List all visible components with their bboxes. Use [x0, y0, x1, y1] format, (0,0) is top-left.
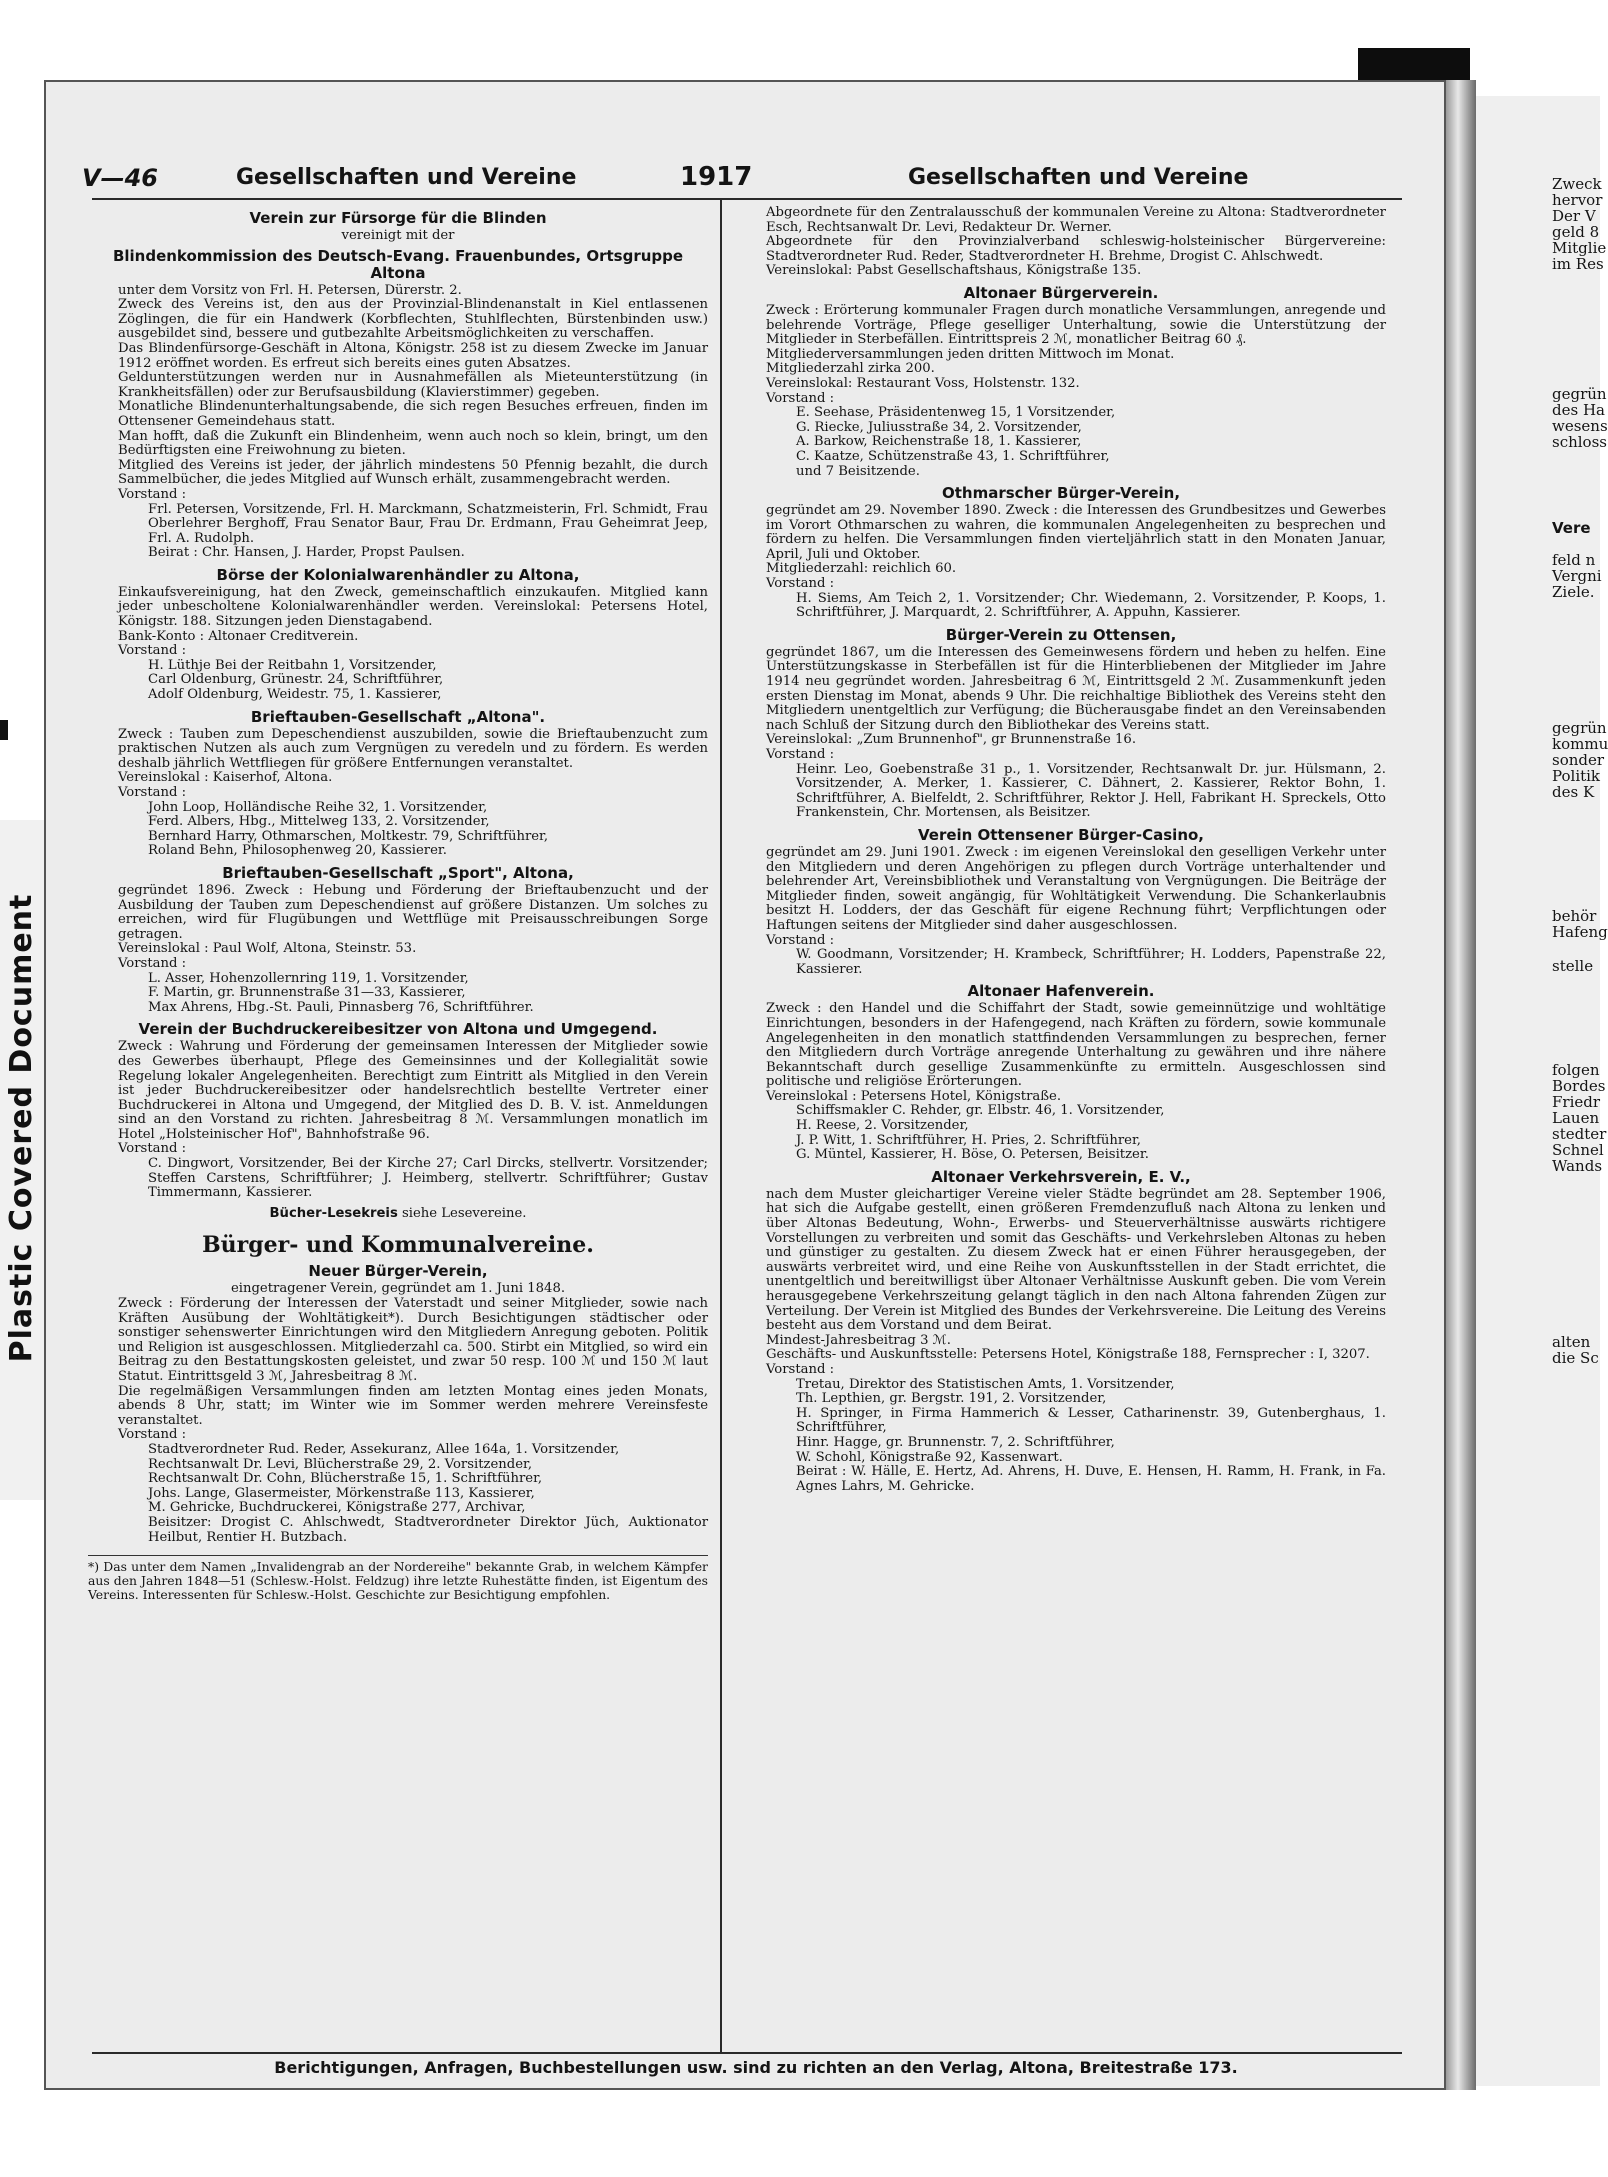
margin-mark	[0, 720, 8, 740]
club-text: Das Blindenfürsorge-Geschäft in Altona, Königstr. 258 ist zu diesem Zwecke im Januar 1912 eröffnet worden. Es erfreut sich bereits eines guten Absatzes.	[118, 340, 708, 371]
club-entry	[736, 206, 1386, 279]
next-page-fragment: Vergni	[1552, 567, 1602, 585]
club-text: Zweck : Wahrung und Förderung der gemeinsamen Interessen der Mitglieder sowie des Gewerbes überhaupt, Pflege des Gemeinsinnes und der Kollegialität sowie Regelung lokaler Angelegenheiten. Berechtigt zum Eintritt als Mitglied in den Verein ist jeder Buchdruckereibesitzer oder handelsrechtlich bestellte Vertreter einer Buchdruckerei in Altona und Umgegend, der Mitglied des D. B. V. ist. Anmeldungen sind an den Vorstand zu richten. Jahresbeitrag 8 ℳ. Versammlungen monatlich im Hotel „Holsteinischer Hof", Bahnhofstraße 96.	[118, 1039, 708, 1142]
club-text: Die regelmäßigen Versammlungen finden am letzten Montag eines jeden Monats, abends 8 Uhr, statt; im Winter wie im Sommer werden mehrere Vereinsfeste veranstaltet.	[118, 1383, 708, 1428]
next-page-fragment: Lauen	[1552, 1109, 1600, 1127]
next-page-edge	[1476, 96, 1608, 2086]
club-title: Altonaer Hafenverein.	[967, 982, 1155, 1001]
club-text: Mitgliederversammlungen jeden dritten Mittwoch im Monat.	[766, 346, 1175, 362]
board-line: Vorstand :	[766, 747, 835, 762]
section-heading: Bürger- und Kommunalvereine.	[202, 1232, 594, 1259]
left-column	[88, 206, 708, 1608]
club-title: Neuer Bürger-Verein,	[308, 1262, 488, 1281]
board-line: E. Seehase, Präsidentenweg 15, 1 Vorsitzender,	[796, 405, 1116, 421]
club-title: Börse der Kolonialwarenhändler zu Altona,	[216, 565, 580, 584]
next-page-fragment: wesens	[1552, 417, 1608, 435]
next-page-fragment: stelle	[1552, 957, 1594, 975]
next-page-fragment: hervor	[1552, 191, 1603, 209]
board-line: C. Dingwort, Vorsitzender, Bei der Kirche 27; Carl Dircks, stellvertr. Vorsitzender; Steffen Carstens, Schriftführer; J. Heimberg, stellvertr. Schriftführer; Gustav Timmermann, Kassierer.	[148, 1156, 708, 1201]
next-page-fragment: Wands	[1552, 1157, 1603, 1175]
club-text: Einkaufsvereinigung, hat den Zweck, gemeinschaftlich einzukaufen. Mitglied kann jeder unbescholtene Kolonialwarenhändler werden. Vereinslokal: Petersens Hotel, Königstr. 188. Sitzungen jeden Dienstagabend.	[118, 584, 708, 630]
next-page-fragment: Friedr	[1552, 1093, 1601, 1111]
board-line: Vorstand :	[118, 643, 187, 659]
club-entry	[88, 709, 708, 859]
next-page-fragment: geld 8	[1552, 223, 1600, 241]
club-title: Brieftauben-Gesellschaft „Altona".	[250, 707, 546, 726]
next-page-fragment: gegrün	[1552, 719, 1607, 737]
cross-reference	[88, 1207, 708, 1222]
club-text: Zweck : den Handel und die Schiffahrt der Stadt, sowie gemeinnützige und wohltätige Einrichtungen, besonders in der Hafengegend, nach Kräften zu fördern, sowie kommunale Angelegenheiten in den monatlich stattfindenden Versammlungen zu besprechen, ferner den Mitgliedern durch Vorträge anregende Unterhaltung zu gewähren und ihre nähere Bekanntschaft durch gesellige Zusammenkünfte zu ermitteln. Ausgeschlossen sind politische und religiöse Erörterungen.	[766, 1001, 1386, 1090]
club-entry	[736, 285, 1386, 479]
next-page-fragment: sonder	[1552, 751, 1605, 769]
board-line: Johs. Lange, Glasermeister, Mörkenstraße 113, Kassierer,	[148, 1485, 535, 1501]
club-text: Mitgliederzahl zirka 200.	[766, 361, 935, 377]
next-page-fragment: Vere	[1552, 519, 1591, 537]
board-line: W. Goodmann, Vorsitzender; H. Krambeck, Schriftführer; H. Lodders, Papenstraße 22, Kassierer.	[796, 947, 1386, 977]
club-text: Zweck : Förderung der Interessen der Vaterstadt und seiner Mitglieder, sowie nach Kräften Ausübung der Wohltätigkeit*). Durch Besichtigungen städtischer oder sonstiger sehenswerter Einrichtungen wird den Mitgliedern Anregung geboten. Politik und Religion ist ausgeschlossen. Mitgliederzahl ca. 500. Stirbt ein Mitglied, so wird ein Beitrag zu den Bestattungskosten geleistet, und zwar 50 resp. 100 ℳ und 150 ℳ laut Statut. Eintrittsgeld 3 ℳ, Jahresbeitrag 8 ℳ.	[118, 1296, 708, 1384]
board-line: Hinr. Hagge, gr. Brunnenstr. 7, 2. Schriftführer,	[796, 1434, 1115, 1450]
header-year: 1917	[680, 162, 753, 192]
page-number: V—46	[82, 164, 158, 192]
board-line: Vorstand :	[766, 390, 835, 406]
board-line: Heinr. Leo, Goebenstraße 31 p., 1. Vorsitzender, Rechtsanwalt Dr. jur. Hülsmann, 2. Vorsitzender, A. Merker, 1. Kassierer, C. Dähnert, 2. Kassierer, Rektor Bohn, 1. Schriftführer, A. Bielfeldt, 2. Schriftführer, Rektor J. Hell, Fabrikant H. Spreckels, Otto Frankenstein, Chr. Mortensen, als Beisitzer.	[796, 761, 1386, 821]
board-line: Vorstand :	[118, 486, 187, 502]
next-page-fragment: Der V	[1552, 207, 1596, 225]
club-text: Bank-Konto : Altonaer Creditverein.	[118, 628, 359, 644]
club-text: Mindest-Jahresbeitrag 3 ℳ.	[766, 1332, 951, 1348]
club-title: Altonaer Bürgerverein.	[963, 283, 1159, 302]
club-text: Mitglied des Vereins ist jeder, der jährlich mindestens 50 Pfennig bezahlt, die durch Sammelbücher, die jedes Mitglied auf Wunsch erhält, zusammengebracht werden.	[118, 457, 708, 488]
club-text: Geldunterstützungen werden nur in Ausnahmefällen als Mieteunterstützung (in Krankheitsfällen) oder zur Berufsausbildung (Klavierstimmer) gegeben.	[118, 370, 708, 400]
club-text: Geschäfts- und Auskunftsstelle: Petersens Hotel, Königstraße 188, Fernsprecher : I, 3207.	[766, 1347, 1370, 1363]
club-text: gegründet 1896. Zweck : Hebung und Förderung der Brieftaubenzucht und der Ausbildung der Tauben zum Depeschendienst auf größere Distanzen. Um solches zu erreichen, wird für Flugübungen und Wettflüge mit Preisausschreibungen Sorge getragen.	[118, 882, 708, 942]
club-text: Monatliche Blindenunterhaltungsabende, die sich regen Besuches erfreuen, finden im Ottensener Gemeindehaus statt.	[118, 399, 708, 429]
club-entry	[736, 627, 1386, 821]
column-rule	[720, 200, 722, 2052]
club-text: gegründet 1867, um die Interessen des Gemeinwesens fördern und heben zu helfen. Eine Unterstützungskasse in Sterbefällen ist für die Hinterbliebenen der Mitglieder im Jahre 1914 neu gegründet worden. Jahresbeitrag 6 ℳ, Eintrittsgeld 2 ℳ. Zusammenkunft jeden ersten Dienstag im Monat, abends 9 Uhr. Die reichhaltige Bibliothek des Vereins steht den Mitgliedern unentgeltlich zur Verfügung; die Bücherausgabe findet an den Vereinsabenden nach Schluß der Sitzung durch den Bibliothekar des Vereins statt.	[766, 644, 1386, 733]
board-line: Vorstand :	[766, 932, 835, 948]
club-title: Othmarscher Bürger-Verein,	[941, 484, 1181, 503]
page-gutter	[1446, 80, 1476, 2090]
next-page-fragment: des Ha	[1552, 401, 1605, 419]
header-rule	[92, 198, 1402, 200]
club-text: Mitgliederzahl: reichlich 60.	[766, 561, 957, 577]
board-line: und 7 Beisitzende.	[796, 463, 920, 479]
club-entry	[736, 983, 1386, 1163]
board-line: Rechtsanwalt Dr. Cohn, Blücherstraße 15, 1. Schriftführer,	[148, 1471, 543, 1487]
board-line: C. Kaatze, Schützenstraße 43, 1. Schriftführer,	[796, 448, 1110, 464]
club-title: Verein Ottensener Bürger-Casino,	[917, 825, 1205, 844]
club-title-secondary: Blindenkommission des Deutsch-Evang. Frauenbundes, Ortsgruppe Altona	[112, 246, 684, 282]
club-entry	[88, 865, 708, 1015]
board-line: Beirat : W. Hälle, E. Hertz, Ad. Ahrens, H. Duve, E. Hensen, H. Ramm, H. Frank, in Fa. Agnes Lahrs, M. Gehricke.	[796, 1464, 1386, 1494]
plastic-cover-label: Plastic Covered Document	[4, 893, 39, 1363]
board-line: Vorstand :	[118, 1427, 187, 1443]
club-text: Abgeordnete für den Provinzialverband schleswig-holsteinischer Bürgervereine: Stadtverordneter Rud. Reder, Stadtverordneter H. Brehme, Drogist C. Ahlschwedt.	[766, 234, 1386, 264]
club-entry	[88, 210, 708, 561]
board-line: Carl Oldenburg, Grünestr. 24, Schriftführer,	[148, 672, 444, 688]
board-line: Bernhard Harry, Othmarschen, Moltkestr. 79, Schriftführer,	[148, 828, 549, 844]
club-text: gegründet am 29. Juni 1901. Zweck : im eigenen Vereinslokal den geselligen Verkehr unter den Mitgliedern und deren Angehörigen zu pflegen durch Vorträge unterhaltender und belehrender Art, Vereinsbibliothek und Veranstaltung von Vergnügungen. Die Beiträge der Mitglieder finden, soweit angängig, für Wohltätigkeit Verwendung. Die Schankerlaubnis besitzt H. Lodders, der das Geschäft für eigene Rechnung führt; Verpflichtungen oder Haftungen seitens der Mitglieder sind daher ausgeschlossen.	[766, 844, 1386, 933]
board-line: Stadtverordneter Rud. Reder, Assekuranz, Allee 164a, 1. Vorsitzender,	[148, 1441, 620, 1457]
board-line: Frl. Petersen, Vorsitzende, Frl. H. Marckmann, Schatzmeisterin, Frl. Schmidt, Frau Oberlehrer Berghoff, Frau Senator Baur, Frau Dr. Erdmann, Frau Geheimrat Jeep, Frl. A. Rudolph.	[148, 501, 708, 546]
club-subtitle: eingetragener Verein, gegründet am 1. Juni 1848.	[230, 1281, 566, 1297]
club-text: Zweck : Erörterung kommunaler Fragen durch monatliche Versammlungen, anregende und belehrende Vorträge, Pflege geselliger Unterhaltung, sowie die Unterstützung der Mitglieder in Sterbefällen. Eintrittspreis 2 ℳ, monatlicher Beitrag 60 ₰.	[766, 302, 1386, 348]
board-line: M. Gehricke, Buchdruckerei, Königstraße 277, Archivar,	[148, 1500, 526, 1516]
header-left-title: Gesellschaften und Vereine	[236, 165, 577, 190]
board-line: H. Lüthje Bei der Reitbahn 1, Vorsitzender,	[148, 657, 437, 673]
board-line: Vorstand :	[118, 785, 187, 800]
board-line: Beisitzer: Drogist C. Ahlschwedt, Stadtverordneter Direktor Jüch, Auktionator Heilbut, Rentier H. Butzbach.	[148, 1514, 708, 1545]
header-right-title: Gesellschaften und Vereine	[908, 165, 1249, 190]
club-entry	[88, 1263, 708, 1602]
club-text: Zweck : Tauben zum Depeschendienst auszubilden, sowie die Brieftaubenzucht zum praktischen Nutzen als auch zum Vergnügen zu veredeln und zu fördern. Es werden deshalb jährlich Wettfliegen für größere Entfernungen veranstaltet.	[118, 726, 708, 771]
next-page-fragment: des K	[1552, 783, 1595, 801]
next-page-fragment: Ziele.	[1552, 583, 1595, 601]
board-line: Th. Lepthien, gr. Bergstr. 191, 2. Vorsitzender,	[796, 1391, 1107, 1407]
footnote: *) Das unter dem Namen „Invalidengrab an der Nordereihe" bekannte Grab, in welchem Kämpfer aus den Jahren 1848—51 (Schlesw.-Holst. Feldzug) ihre letzte Ruhestätte finden, ist Eigentum des Vereins. Interessenten für Schlesw.-Holst. Geschichte zur Besichtigung empfohlen.	[88, 1555, 708, 1602]
club-entry	[88, 567, 708, 703]
club-text: Man hofft, daß die Zukunft ein Blindenheim, wenn auch noch so klein, bringt, um den Bedürftigsten eine Freiwohnung zu bieten.	[118, 428, 708, 459]
next-page-fragment: Bordes	[1552, 1077, 1606, 1095]
board-line: J. P. Witt, 1. Schriftführer, H. Pries, 2. Schriftführer,	[796, 1132, 1141, 1148]
next-page-fragment: Zweck	[1552, 175, 1602, 193]
cross-reference-title: Bücher-Lesekreis	[269, 1205, 398, 1221]
club-entry	[736, 485, 1386, 621]
board-line: Schiffsmakler C. Rehder, gr. Elbstr. 46, 1. Vorsitzender,	[796, 1103, 1165, 1119]
document-page	[44, 80, 1446, 2090]
club-title: Bürger-Verein zu Ottensen,	[945, 625, 1177, 644]
club-text: gegründet am 29. November 1890. Zweck : die Interessen des Grundbesitzes und Gewerbes im Vorort Othmarschen zu wahren, die kommunalen Angelegenheiten zu besprechen und fördern zu helfen. Die Versammlungen finden vierteljährlich statt in den Monaten Januar, April, Juli und Oktober.	[766, 503, 1386, 562]
board-line: Tretau, Direktor des Statistischen Amts, 1. Vorsitzender,	[796, 1376, 1175, 1392]
next-page-fragment: gegrün	[1552, 385, 1607, 403]
board-line: Vorstand :	[766, 576, 835, 592]
publisher-notice: Berichtigungen, Anfragen, Buchbestellungen usw. sind zu richten an den Verlag, Altona, Breitestraße 173.	[274, 2058, 1238, 2077]
next-page-fragment: stedter	[1552, 1125, 1607, 1143]
board-line: Adolf Oldenburg, Weidestr. 75, 1. Kassierer,	[148, 687, 442, 703]
board-line: A. Barkow, Reichenstraße 18, 1. Kassierer,	[796, 434, 1082, 450]
club-text: Vereinslokal: Pabst Gesellschaftshaus, Königstraße 135.	[766, 263, 1142, 279]
right-column	[736, 206, 1386, 1500]
club-text: nach dem Muster gleichartiger Vereine vieler Städte begründet am 28. September 1906, hat sich die Aufgabe gestellt, einen größeren Fremdenzufluß nach Altona zu lenken und über Altonas Bedeutung, Wohn-, Erwerbs- und Steuerverhältnisse auswärts richtigere Vorstellungen zu verbreiten und somit das Geschäfts- und Verkehrsleben Altonas zu heben und günstiger zu gestalten. Zu diesem Zweck hat er einen Führer herausgegeben, der auswärts verbreitet wird, und eine Reihe von Auskunftsstellen in der Stadt errichtet, die unentgeltlich und bereitwilligst über Altonaer Verhältnisse Auskunft geben. Die vom Verein herausgegebene Verkehrszeitung gelangt täglich in den nach Altona fahrenden Zügen zur Verteilung. Der Verein ist Mitglied des Bundes der Verkehrsvereine. Die Leitung des Vereins besteht aus dem Vorstand und dem Beirat.	[766, 1186, 1386, 1334]
board-line: H. Siems, Am Teich 2, 1. Vorsitzender; Chr. Wiedemann, 2. Vorsitzender, P. Koops, 1. Schriftführer, J. Marquardt, 2. Schriftführer, A. Appuhn, Kassierer.	[796, 590, 1386, 621]
club-title: Verein zur Fürsorge für die Blinden	[249, 209, 547, 227]
board-line: F. Martin, gr. Brunnenstraße 31—33, Kassierer,	[148, 985, 466, 1001]
club-entry	[88, 1021, 708, 1201]
next-page-fragment: Mitglie	[1552, 239, 1607, 257]
next-page-fragment: behör	[1552, 907, 1597, 925]
cross-reference-text: siehe Lesevereine.	[397, 1205, 527, 1221]
board-line: H. Springer, in Firma Hammerich & Lesser, Catharinenstr. 39, Gutenberghaus, 1. Schriftführer,	[796, 1405, 1386, 1436]
next-page-fragment: kommu	[1552, 735, 1608, 753]
board-line: Roland Behn, Philosophenweg 20, Kassierer.	[148, 843, 447, 859]
next-page-fragment: feld n	[1552, 551, 1596, 569]
club-entry	[736, 1169, 1386, 1494]
board-line: L. Asser, Hohenzollernring 119, 1. Vorsitzender,	[148, 970, 469, 986]
club-text: Vereinslokal : Kaiserhof, Altona.	[118, 770, 333, 786]
page-header	[46, 156, 1444, 196]
club-text: Vereinslokal : Petersens Hotel, Königstraße.	[766, 1088, 1062, 1104]
club-text: Abgeordnete für den Zentralausschuß der kommunalen Vereine zu Altona: Stadtverordneter Esch, Rechtsanwalt Dr. Levi, Redakteur Dr. Werner.	[766, 205, 1386, 235]
club-title: Brieftauben-Gesellschaft „Sport", Altona,	[222, 863, 574, 882]
board-line: Vorstand :	[118, 1141, 187, 1157]
club-text: Vereinslokal : Paul Wolf, Altona, Steinstr. 53.	[118, 941, 417, 957]
club-title: Altonaer Verkehrsverein, E. V.,	[931, 1167, 1191, 1186]
board-line: John Loop, Holländische Reihe 32, 1. Vorsitzender,	[148, 799, 488, 815]
next-page-fragment: schloss	[1552, 433, 1607, 451]
next-page-fragment: die Sc	[1552, 1349, 1599, 1367]
board-line: Rechtsanwalt Dr. Levi, Blücherstraße 29, 2. Vorsitzender,	[148, 1456, 533, 1472]
next-page-fragment: Politik	[1552, 767, 1601, 785]
club-entry	[736, 827, 1386, 977]
club-text: unter dem Vorsitz von Frl. H. Petersen, Dürerstr. 2.	[118, 282, 462, 298]
next-page-fragment: folgen	[1552, 1061, 1600, 1079]
next-page-fragment: im Res	[1552, 255, 1604, 273]
footer-rule	[92, 2052, 1402, 2054]
club-title: Verein der Buchdruckereibesitzer von Altona und Umgegend.	[138, 1020, 658, 1039]
next-page-fragment: Schnel	[1552, 1141, 1604, 1159]
board-line: G. Müntel, Kassierer, H. Böse, O. Petersen, Beisitzer.	[796, 1147, 1149, 1163]
club-text: Vereinslokal: Restaurant Voss, Holstenstr. 132.	[766, 375, 1080, 391]
board-line: Max Ahrens, Hbg.-St. Pauli, Pinnasberg 76, Schriftführer.	[148, 999, 534, 1015]
board-line: G. Riecke, Juliusstraße 34, 2. Vorsitzender,	[796, 419, 1082, 435]
next-page-fragment: Hafeng	[1552, 923, 1608, 941]
club-text: Vereinslokal: „Zum Brunnenhof", gr Brunnenstraße 16.	[766, 732, 1137, 748]
board-line: W. Schohl, Königstraße 92, Kassenwart.	[796, 1449, 1063, 1465]
board-line: Vorstand :	[766, 1361, 835, 1377]
board-line: Vorstand :	[118, 955, 187, 971]
next-page-fragment: alten	[1552, 1333, 1591, 1351]
board-line: Beirat : Chr. Hansen, J. Harder, Propst Paulsen.	[148, 545, 465, 561]
club-subtitle: vereinigt mit der	[341, 228, 455, 243]
board-line: Ferd. Albers, Hbg., Mittelweg 133, 2. Vorsitzender,	[148, 814, 490, 830]
board-line: H. Reese, 2. Vorsitzender,	[796, 1118, 969, 1134]
club-text: Zweck des Vereins ist, den aus der Provinzial-Blindenanstalt in Kiel entlassenen Zöglingen, die für ein Handwerk (Korbflechten, Stuhlflechten, Bürstenbinden usw.) ausgebildet sind, bessere und gutbezahlte Arbeitsmöglichkeiten zu verschaffen.	[118, 297, 708, 342]
